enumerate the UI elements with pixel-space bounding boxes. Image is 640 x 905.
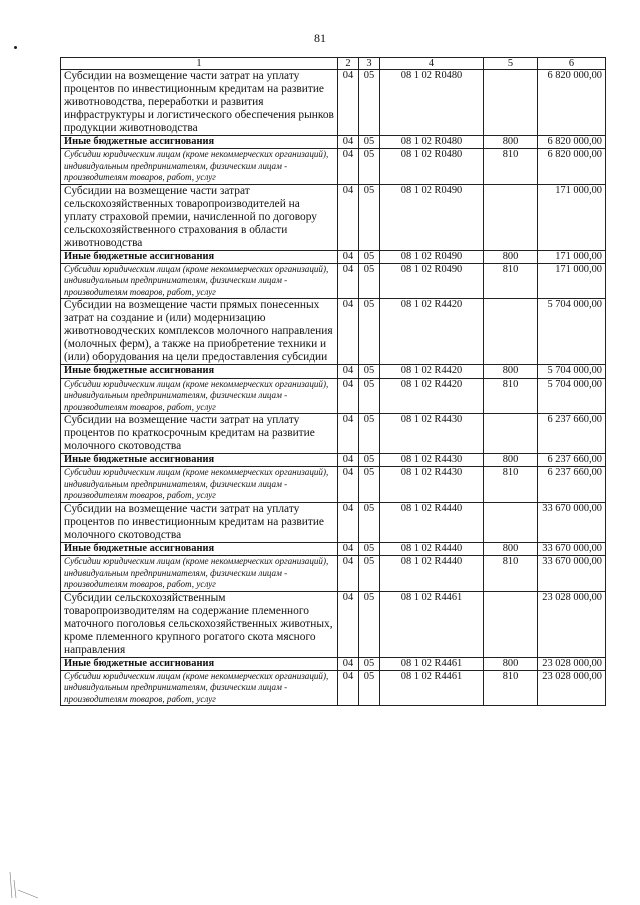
header-cell: 2 (338, 58, 359, 70)
section-cell: 04 (338, 299, 359, 365)
subsection-cell: 05 (359, 250, 380, 263)
target-article-cell: 08 1 02 R4420 (380, 365, 484, 378)
row-name-cell: Субсидии юридическим лицам (кроме некоммерческих организаций), индивидуальным предпринимателям, физическим лицам - производителям товаров, работ, услуг (61, 556, 338, 592)
target-article-cell: 08 1 02 R4430 (380, 454, 484, 467)
row-name-cell: Субсидии на возмещение части затрат на уплату процентов по инвестиционным кредитам на развитие молочного скотоводства (61, 502, 338, 542)
section-cell: 04 (338, 556, 359, 592)
target-article-cell: 08 1 02 R0490 (380, 263, 484, 299)
subsection-cell: 05 (359, 184, 380, 250)
row-name-cell: Субсидии сельскохозяйственным товаропроизводителям на содержание племенного маточного поголовья сельскохозяйственных животных, кроме племенного крупного рогатого скота мясного направления (61, 591, 338, 657)
header-cell: 1 (61, 58, 338, 70)
table-row (61, 670, 606, 706)
amount-cell: 6 237 660,00 (538, 467, 606, 503)
row-name-cell: Субсидии на возмещение части затрат на уплату процентов по инвестиционным кредитам на развитие животноводства, переработки и развития инфраструктуры и логистического обеспечения рынков продукции животноводства (61, 70, 338, 136)
amount-cell: 171 000,00 (538, 184, 606, 250)
budget-table (60, 57, 606, 706)
row-name-cell: Иные бюджетные ассигнования (61, 657, 338, 670)
table-row (61, 250, 606, 263)
subsection-cell: 05 (359, 149, 380, 185)
table-row (61, 454, 606, 467)
table-row (61, 365, 606, 378)
row-name-cell: Субсидии юридическим лицам (кроме некоммерческих организаций), индивидуальным предпринимателям, физическим лицам - производителям товаров, работ, услуг (61, 149, 338, 185)
table-row (61, 263, 606, 299)
header-cell: 5 (484, 58, 538, 70)
header-cell: 4 (380, 58, 484, 70)
section-cell: 04 (338, 250, 359, 263)
section-cell: 04 (338, 136, 359, 149)
table-row (61, 136, 606, 149)
row-name-cell: Субсидии на возмещение части затрат сельскохозяйственных товаропроизводителей на уплату страховой премии, начисленной по договору сельскохозяйственного страхования в области животноводства (61, 184, 338, 250)
page-number: 81 (314, 31, 326, 45)
target-article-cell: 08 1 02 R0490 (380, 184, 484, 250)
section-cell: 04 (338, 149, 359, 185)
subsection-cell: 05 (359, 657, 380, 670)
section-cell: 04 (338, 467, 359, 503)
expense-type-cell: 810 (484, 149, 538, 185)
expense-type-cell (484, 414, 538, 454)
expense-type-cell: 810 (484, 467, 538, 503)
subsection-cell: 05 (359, 365, 380, 378)
row-name-cell: Субсидии юридическим лицам (кроме некоммерческих организаций), индивидуальным предпринимателям, физическим лицам - производителям товаров, работ, услуг (61, 378, 338, 414)
scan-dot (14, 46, 17, 49)
expense-type-cell: 800 (484, 365, 538, 378)
subsection-cell: 05 (359, 591, 380, 657)
expense-type-cell: 810 (484, 263, 538, 299)
section-cell: 04 (338, 365, 359, 378)
table-row (61, 378, 606, 414)
section-cell: 04 (338, 454, 359, 467)
subsection-cell: 05 (359, 263, 380, 299)
table-row (61, 657, 606, 670)
row-name-cell: Субсидии юридическим лицам (кроме некоммерческих организаций), индивидуальным предпринимателям, физическим лицам - производителям товаров, работ, услуг (61, 670, 338, 706)
target-article-cell: 08 1 02 R4430 (380, 414, 484, 454)
expense-type-cell: 810 (484, 378, 538, 414)
target-article-cell: 08 1 02 R4440 (380, 542, 484, 555)
section-cell: 04 (338, 502, 359, 542)
amount-cell: 5 704 000,00 (538, 378, 606, 414)
amount-cell: 5 704 000,00 (538, 365, 606, 378)
expense-type-cell: 810 (484, 670, 538, 706)
section-cell: 04 (338, 184, 359, 250)
target-article-cell: 08 1 02 R4440 (380, 556, 484, 592)
amount-cell: 23 028 000,00 (538, 591, 606, 657)
expense-type-cell: 800 (484, 542, 538, 555)
expense-type-cell (484, 299, 538, 365)
row-name-cell: Иные бюджетные ассигнования (61, 250, 338, 263)
row-name-cell: Субсидии юридическим лицам (кроме некоммерческих организаций), индивидуальным предпринимателям, физическим лицам - производителям товаров, работ, услуг (61, 263, 338, 299)
target-article-cell: 08 1 02 R0480 (380, 70, 484, 136)
amount-cell: 33 670 000,00 (538, 542, 606, 555)
expense-type-cell: 800 (484, 657, 538, 670)
row-name-cell: Иные бюджетные ассигнования (61, 365, 338, 378)
target-article-cell: 08 1 02 R4420 (380, 299, 484, 365)
subsection-cell: 05 (359, 542, 380, 555)
target-article-cell: 08 1 02 R0480 (380, 136, 484, 149)
section-cell: 04 (338, 70, 359, 136)
table-row (61, 184, 606, 250)
table-row (61, 414, 606, 454)
amount-cell: 5 704 000,00 (538, 299, 606, 365)
amount-cell: 6 820 000,00 (538, 149, 606, 185)
expense-type-cell: 800 (484, 250, 538, 263)
row-name-cell: Субсидии на возмещение части прямых понесенных затрат на создание и (или) модернизацию животноводческих комплексов молочного направления (молочных ферм), а также на приобретение техники и (или) оборудования на цели предоставления субсидии (61, 299, 338, 365)
table-row (61, 591, 606, 657)
amount-cell: 23 028 000,00 (538, 657, 606, 670)
table-row (61, 70, 606, 136)
amount-cell: 33 670 000,00 (538, 556, 606, 592)
subsection-cell: 05 (359, 299, 380, 365)
subsection-cell: 05 (359, 70, 380, 136)
expense-type-cell (484, 502, 538, 542)
section-cell: 04 (338, 591, 359, 657)
section-cell: 04 (338, 263, 359, 299)
subsection-cell: 05 (359, 136, 380, 149)
section-cell: 04 (338, 670, 359, 706)
subsection-cell: 05 (359, 414, 380, 454)
table-header-row (61, 58, 606, 70)
amount-cell: 6 237 660,00 (538, 414, 606, 454)
row-name-cell: Иные бюджетные ассигнования (61, 542, 338, 555)
table-row (61, 149, 606, 185)
scan-artifact (8, 870, 48, 900)
amount-cell: 6 820 000,00 (538, 70, 606, 136)
amount-cell: 23 028 000,00 (538, 670, 606, 706)
target-article-cell: 08 1 02 R4430 (380, 467, 484, 503)
target-article-cell: 08 1 02 R4440 (380, 502, 484, 542)
subsection-cell: 05 (359, 670, 380, 706)
section-cell: 04 (338, 414, 359, 454)
section-cell: 04 (338, 657, 359, 670)
header-cell: 6 (538, 58, 606, 70)
subsection-cell: 05 (359, 454, 380, 467)
expense-type-cell: 810 (484, 556, 538, 592)
target-article-cell: 08 1 02 R4461 (380, 670, 484, 706)
target-article-cell: 08 1 02 R0490 (380, 250, 484, 263)
amount-cell: 171 000,00 (538, 250, 606, 263)
section-cell: 04 (338, 378, 359, 414)
target-article-cell: 08 1 02 R4461 (380, 657, 484, 670)
expense-type-cell: 800 (484, 136, 538, 149)
subsection-cell: 05 (359, 556, 380, 592)
expense-type-cell: 800 (484, 454, 538, 467)
subsection-cell: 05 (359, 502, 380, 542)
row-name-cell: Иные бюджетные ассигнования (61, 454, 338, 467)
expense-type-cell (484, 184, 538, 250)
expense-type-cell (484, 70, 538, 136)
target-article-cell: 08 1 02 R0480 (380, 149, 484, 185)
table-row (61, 299, 606, 365)
subsection-cell: 05 (359, 378, 380, 414)
target-article-cell: 08 1 02 R4420 (380, 378, 484, 414)
table-row (61, 467, 606, 503)
amount-cell: 6 237 660,00 (538, 454, 606, 467)
table-row (61, 542, 606, 555)
section-cell: 04 (338, 542, 359, 555)
table-row (61, 556, 606, 592)
amount-cell: 6 820 000,00 (538, 136, 606, 149)
row-name-cell: Иные бюджетные ассигнования (61, 136, 338, 149)
amount-cell: 33 670 000,00 (538, 502, 606, 542)
row-name-cell: Субсидии на возмещение части затрат на уплату процентов по краткосрочным кредитам на развитие молочного скотоводства (61, 414, 338, 454)
target-article-cell: 08 1 02 R4461 (380, 591, 484, 657)
header-cell: 3 (359, 58, 380, 70)
expense-type-cell (484, 591, 538, 657)
table-row (61, 502, 606, 542)
row-name-cell: Субсидии юридическим лицам (кроме некоммерческих организаций), индивидуальным предпринимателям, физическим лицам - производителям товаров, работ, услуг (61, 467, 338, 503)
subsection-cell: 05 (359, 467, 380, 503)
amount-cell: 171 000,00 (538, 263, 606, 299)
